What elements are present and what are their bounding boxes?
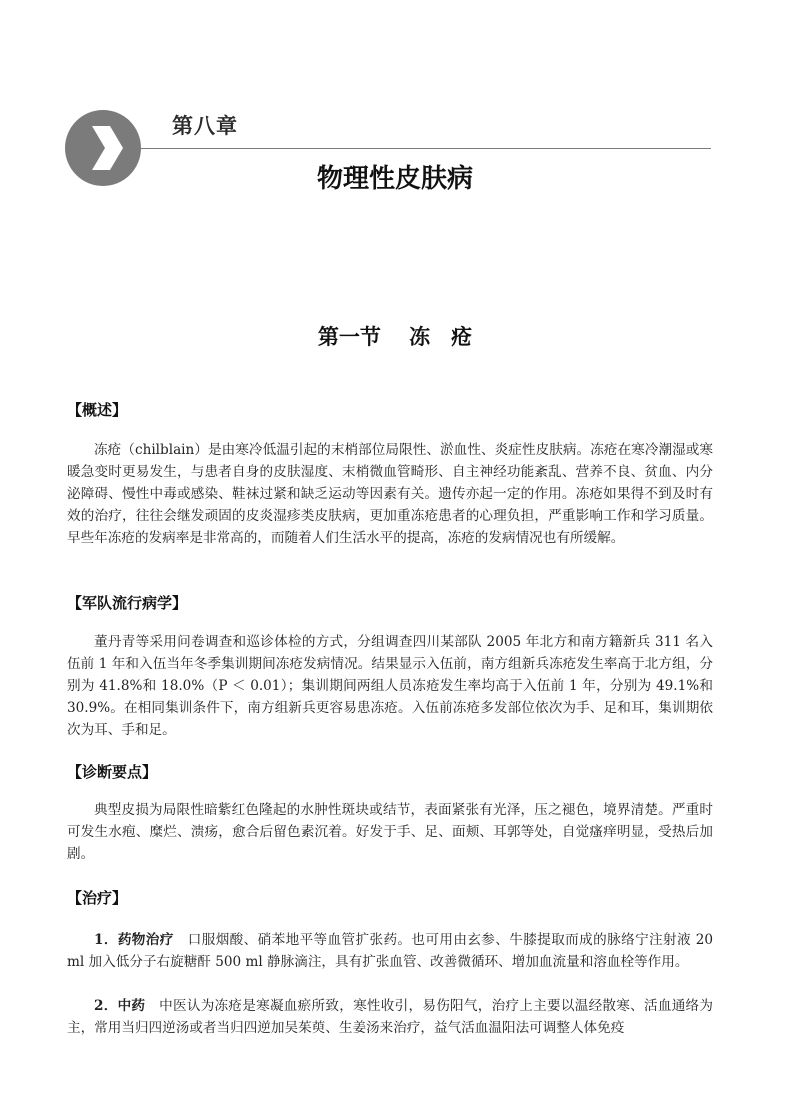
treatment-paragraph — [67, 929, 713, 973]
section-title: 第一节 冻 疮 — [317, 324, 473, 349]
section-heading: 【诊断要点】 — [67, 763, 158, 781]
diagnosis-paragraph-block — [67, 799, 713, 865]
section-heading: 【军队流行病学】 — [67, 594, 188, 612]
section-heading: 【概述】 — [67, 401, 128, 419]
treatment-item-text: 中医认为冻疮是寒凝血瘀所致，寒性收引，易伤阳气，治疗上主要以温经散寒、活血通络为主，常用当归四逆汤或者当归四逆加吴茱萸、生姜汤来治疗，益气活血温阳法可调整人体免疫 — [67, 998, 713, 1036]
body-paragraph: 董丹青等采用问卷调查和巡诊体检的方式，分组调查四川某部队 2005 年北方和南方籍新兵 311 名入伍前 1 年和入伍当年冬季集训期间冻疮发病情况。结果显示入伍前，南方组新兵冻疮发生率高于北方组，分别为 41.8%和 18.0%（P ＜ 0.01）；集训期间两组人员冻疮发生率均高于入伍前 1 年，分别为 49.1%和 30.9%。在相同集训条件下，南方组新兵更容易患冻疮。入伍前冻疮多发部位依次为手、足和耳，集训期依次为耳、手和足。 — [67, 634, 713, 738]
body-paragraph: 冻疮（chilblain）是由寒冷低温引起的末梢部位局限性、淤血性、炎症性皮肤病。冻疮在寒冷潮湿或寒暖急变时更易发生，与患者自身的皮肤湿度、末梢微血管畸形、自主神经功能紊乱、营养不良、贫血、内分泌障碍、慢性中毒或感染、鞋袜过紧和缺乏运动等因素有关。遗传亦起一定的作用。冻疮如果得不到及时有效的治疗，往往会继发顽固的皮炎湿疹类皮肤病，更加重冻疮患者的心理负担，严重影响工作和学习质量。早些年冻疮的发病率是非常高的，而随着人们生活水平的提高，冻疮的发病情况也有所缓解。 — [67, 442, 713, 546]
section-heading: 【治疗】 — [67, 889, 128, 907]
treatment-item-text: 口服烟酸、硝苯地平等血管扩张药。也可用由玄参、牛膝提取而成的脉络宁注射液 20 ml 加入低分子右旋糖酐 500 ml 静脉滴注，具有扩张血管、改善微循环、增加血流量和溶血栓等作用。 — [67, 932, 713, 970]
overview-paragraph-block — [67, 439, 713, 549]
diagnosis-section — [67, 761, 713, 782]
treatment-section — [67, 887, 713, 908]
treatment-item-2 — [67, 995, 713, 1039]
treatment-item-label: 2．中药 — [94, 998, 146, 1014]
treatment-item-label: 1．药物治疗 — [94, 932, 174, 948]
chapter-label: 第八章 — [172, 114, 238, 138]
treatment-item-1 — [67, 929, 713, 973]
body-paragraph: 典型皮损为局限性暗紫红色隆起的水肿性斑块或结节，表面紧张有光泽，压之褪色，境界清楚。严重时可发生水疱、糜烂、溃疡，愈合后留色素沉着。好发于手、足、面颊、耳郭等处，自觉瘙痒明显，受热后加剧。 — [67, 802, 713, 862]
chapter-divider — [141, 148, 711, 149]
chapter-title-text: 物理性皮肤病 — [316, 164, 473, 194]
overview-section — [67, 399, 713, 420]
epidemiology-section — [67, 592, 713, 613]
epidemiology-paragraph-block — [67, 631, 713, 741]
treatment-paragraph — [67, 995, 713, 1039]
chapter-title — [0, 158, 790, 195]
